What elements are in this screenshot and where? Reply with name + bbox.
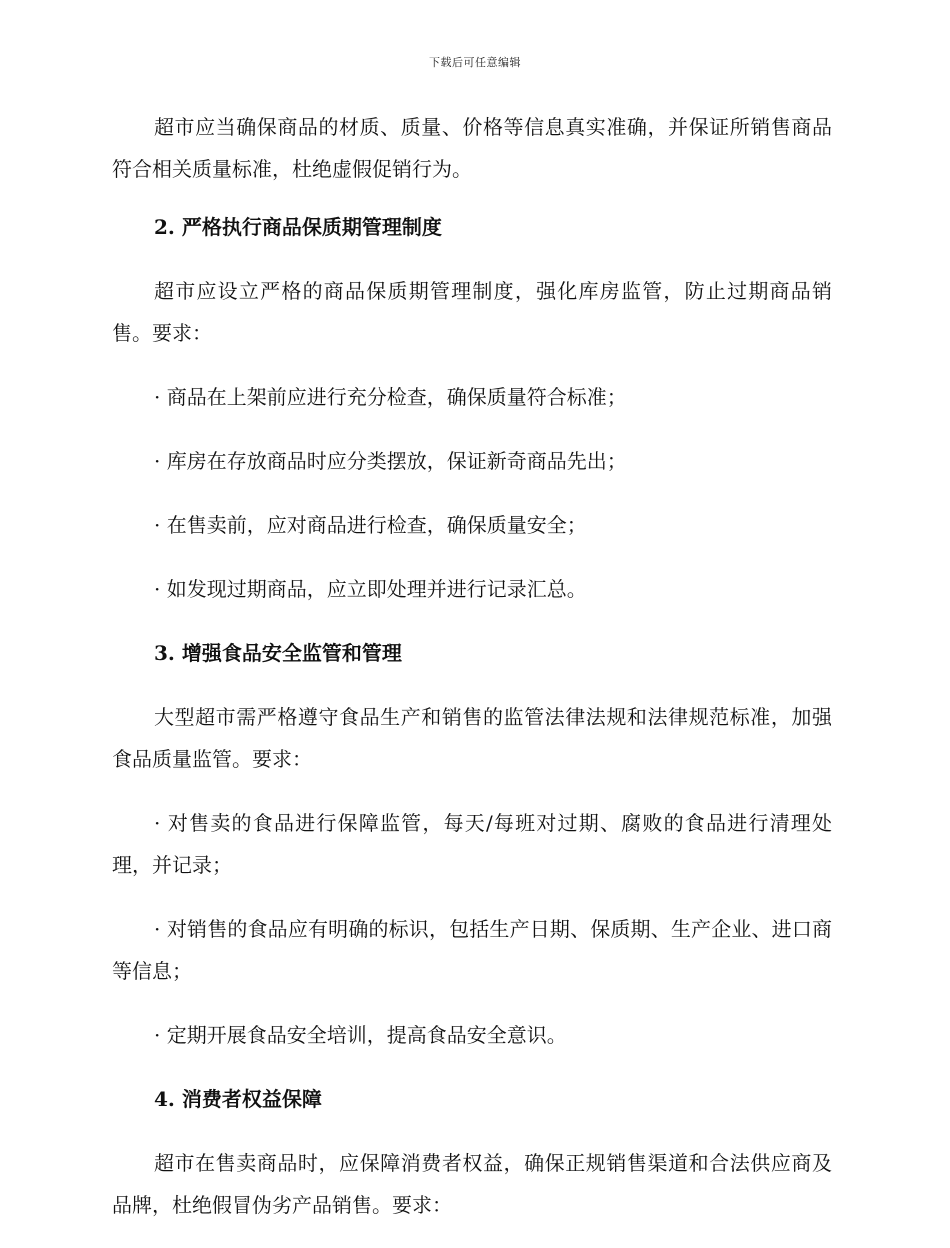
section-heading-4: 4. 消费者权益保障	[154, 1087, 322, 1111]
list-item: · 如发现过期商品，应立即处理并进行记录汇总。	[154, 577, 587, 601]
paragraph-section-2: 超市应设立严格的商品保质期管理制度，强化库房监管，防止过期商品销售。要求：	[112, 279, 832, 345]
list-item: · 在售卖前，应对商品进行检查，确保质量安全；	[154, 513, 587, 537]
section-heading-3: 3. 增强食品安全监管和管理	[154, 641, 402, 665]
document-body	[112, 106, 832, 1248]
page-header: 下载后可任意编辑	[429, 56, 521, 69]
list-item: · 对售卖的食品进行保障监管，每天/每班对过期、腐败的食品进行清理处理，并记录；	[112, 811, 832, 877]
paragraph-section-4: 超市在售卖商品时，应保障消费者权益，确保正规销售渠道和合法供应商及品牌，杜绝假冒伪劣产品销售。要求：	[112, 1151, 832, 1217]
list-item: · 商品在上架前应进行充分检查，确保质量符合标准；	[154, 385, 627, 409]
section-heading-2: 2. 严格执行商品保质期管理制度	[154, 215, 442, 239]
paragraph-section-3: 大型超市需严格遵守食品生产和销售的监管法律法规和法律规范标准，加强食品质量监管。要求：	[112, 705, 832, 771]
paragraph-intro: 超市应当确保商品的材质、质量、价格等信息真实准确，并保证所销售商品符合相关质量标准，杜绝虚假促销行为。	[112, 115, 832, 181]
list-item: · 定期开展食品安全培训，提高食品安全意识。	[154, 1023, 567, 1047]
list-item: · 对销售的食品应有明确的标识，包括生产日期、保质期、生产企业、进口商等信息；	[112, 917, 832, 983]
list-item: · 库房在存放商品时应分类摆放，保证新奇商品先出；	[154, 449, 627, 473]
